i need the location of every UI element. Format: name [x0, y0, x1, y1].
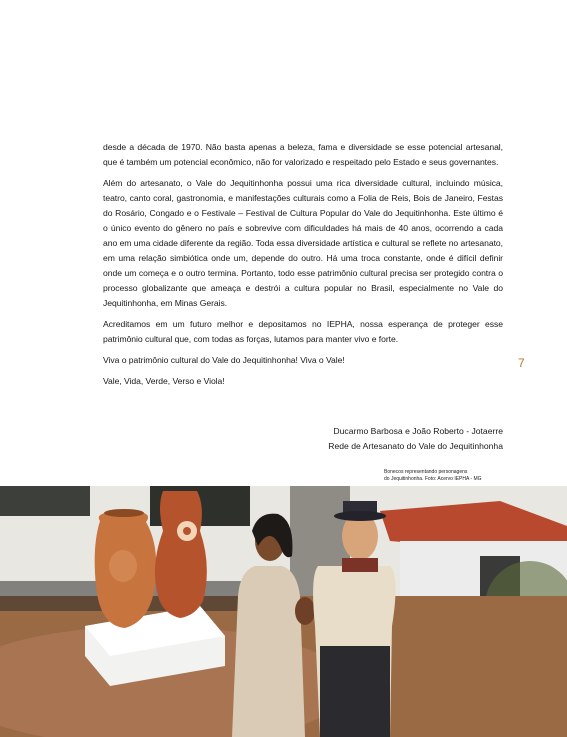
- paragraph-5: Vale, Vida, Verde, Verso e Viola!: [103, 376, 225, 386]
- paragraph-3: Acreditamos em um futuro melhor e depositamos no IEPHA, nossa esperança de proteger esse patrimônio cultural que, com todas as forças, lutamos para manter vivo e forte.: [103, 319, 503, 344]
- page-number: 7: [518, 356, 525, 370]
- photo-caption: [384, 469, 514, 483]
- photo-ceramic-dolls: [0, 486, 567, 737]
- signature: [328, 424, 503, 454]
- signature-authors: Ducarmo Barbosa e João Roberto - Jotaerre: [333, 426, 503, 436]
- paragraph-2: Além do artesanato, o Vale do Jequitinhonha possui uma rica diversidade cultural, incluindo música, teatro, canto coral, gastronomia, e manifestações culturais como a Folia de Reis, Bois de Janeiro, Festas do Rosário, Congado e o Festivale – Festival de Cultura Popular do Vale do Jequitinhonha. Este último é o único evento do gênero no país e sobrevive com dificuldades há mais de 40 anos, ocorrendo a cada ano em uma cidade diferente da região. Toda essa diversidade artística e cultural se reflete no artesanato, em uma relação simbiótica onde um, depende do outro. Há uma troca constante, onde é difícil definir onde um começa e o outro termina. Portanto, todo esse patrimônio cultural precisa ser protegido contra o processo globalizante que ameaça e destrói a cultura popular no Brasil, especialmente no Vale do Jequitinhonha, em Minas Gerais.: [103, 178, 503, 308]
- caption-line-2: do Jequitinhonha. Foto: Acervo IEPHA - MG: [384, 476, 482, 482]
- photo-illustration: [0, 486, 567, 737]
- body-text: [103, 140, 503, 395]
- caption-line-1: Bonecos representando personagens: [384, 469, 468, 475]
- paragraph-1: desde a década de 1970. Não basta apenas a beleza, fama e diversidade se esse potencial artesanal, que é também um potencial econômico, não for valorizado e respeitado pelo Estado e seus governantes.: [103, 142, 503, 167]
- signature-organization: Rede de Artesanato do Vale do Jequitinhonha: [328, 441, 503, 451]
- paragraph-4: Viva o patrimônio cultural do Vale do Jequitinhonha! Viva o Vale!: [103, 355, 345, 365]
